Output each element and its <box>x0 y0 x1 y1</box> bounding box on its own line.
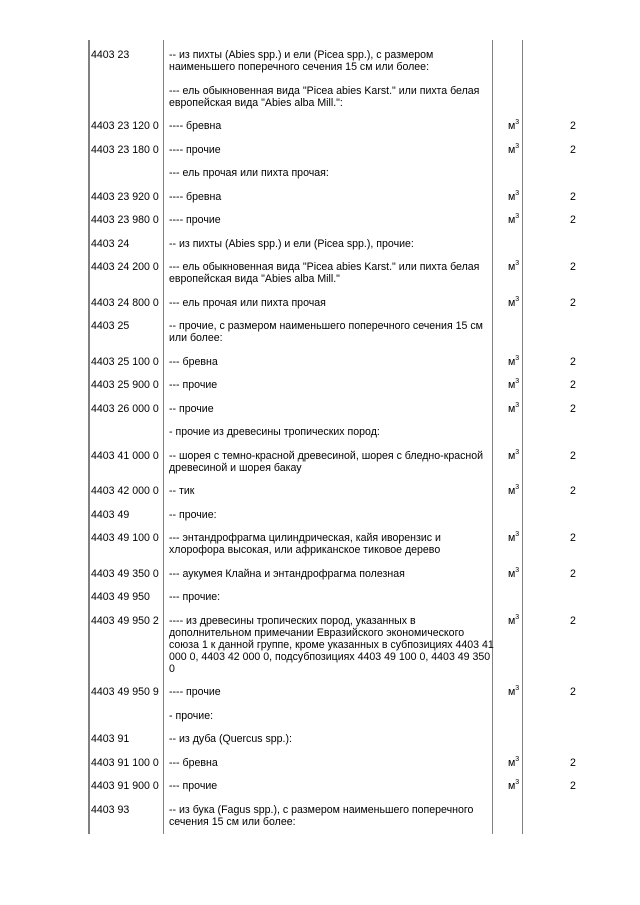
description: --- аукумея Клайна и энтандрофрагма полезная <box>169 567 405 580</box>
unit <box>498 44 528 80</box>
table-row <box>88 139 618 163</box>
unit-symbol: м <box>508 485 516 497</box>
description: -- из бука (Fagus spp.), с размером наименьшего поперечного сечения 15 см или более: <box>169 803 474 828</box>
unit-power: 3 <box>515 189 520 197</box>
unit <box>498 139 528 163</box>
table-row <box>88 504 618 528</box>
description: -- из пихты (Abies spp.) и ели (Picea spp.), прочие: <box>169 237 414 250</box>
commodity-code: 4403 23 920 0 <box>91 190 159 203</box>
table-row <box>88 292 618 316</box>
commodity-code <box>88 80 166 116</box>
commodity-code: 4403 91 <box>91 733 130 745</box>
unit-symbol: м <box>508 355 516 368</box>
duty-rate <box>528 44 618 80</box>
commodity-code: 4403 24 <box>91 237 130 250</box>
table-row <box>88 162 618 186</box>
commodity-code: 4403 24 800 0 <box>91 296 159 309</box>
unit <box>498 586 528 610</box>
unit <box>498 256 528 292</box>
commodity-code: 4403 23 180 0 <box>91 143 159 156</box>
unit-power: 3 <box>515 295 520 303</box>
duty-rate <box>528 728 618 752</box>
unit <box>498 527 528 563</box>
duty-rate: 2 <box>570 756 576 769</box>
table-row <box>88 186 618 210</box>
commodity-code: 4403 23 120 0 <box>91 120 159 132</box>
unit-power: 3 <box>515 142 520 150</box>
description: --- ель обыкновенная вида "Picea abies Karst." или пихта белая европейская вида "Abies alba Mill." <box>169 261 480 285</box>
table-row <box>88 681 618 705</box>
unit-symbol: м <box>508 756 516 769</box>
table-row <box>88 233 618 257</box>
unit <box>498 374 528 398</box>
unit-power: 3 <box>515 401 520 409</box>
table-row <box>88 563 618 587</box>
table-row <box>88 209 618 233</box>
table-row <box>88 80 618 116</box>
duty-rate: 2 <box>570 402 576 415</box>
tariff-table <box>88 44 618 834</box>
duty-rate <box>528 421 618 445</box>
duty-rate <box>528 705 618 729</box>
commodity-code: 4403 25 900 0 <box>91 379 159 391</box>
table-row <box>88 610 618 682</box>
commodity-code <box>88 421 166 445</box>
unit-power: 3 <box>515 484 520 491</box>
commodity-code: 4403 91 900 0 <box>91 780 159 792</box>
duty-rate: 2 <box>570 449 576 462</box>
table-row <box>88 374 618 398</box>
duty-rate: 2 <box>570 614 576 627</box>
table-row <box>88 398 618 422</box>
commodity-code: 4403 49 950 2 <box>91 614 159 627</box>
commodity-code: 4403 26 000 0 <box>91 402 159 415</box>
commodity-code: 4403 23 <box>91 49 130 61</box>
commodity-code: 4403 25 <box>91 320 130 332</box>
description: -- прочие, с размером наименьшего поперечного сечения 15 см или более: <box>169 320 483 344</box>
unit <box>498 445 528 481</box>
unit <box>498 504 528 528</box>
unit-symbol: м <box>508 214 516 226</box>
commodity-code: 4403 49 <box>91 508 130 521</box>
description: - прочие из древесины тропических пород: <box>169 426 380 438</box>
commodity-code <box>88 705 166 729</box>
unit-power: 3 <box>515 119 520 126</box>
description: -- прочие: <box>169 508 217 521</box>
description: ---- прочие <box>169 686 221 698</box>
duty-rate: 2 <box>570 532 576 544</box>
table-row <box>88 752 618 776</box>
unit <box>498 315 528 351</box>
unit <box>498 799 528 835</box>
duty-rate: 2 <box>570 143 576 156</box>
table-row <box>88 728 618 752</box>
commodity-code: 4403 91 100 0 <box>91 756 159 769</box>
duty-rate <box>528 799 618 835</box>
description: -- тик <box>169 485 195 497</box>
duty-rate: 2 <box>570 190 576 203</box>
table-row <box>88 256 618 292</box>
unit <box>498 775 528 799</box>
table-row <box>88 775 618 799</box>
commodity-code: 4403 42 000 0 <box>91 485 159 497</box>
description: ---- бревна <box>169 120 222 132</box>
unit-power: 3 <box>515 613 520 621</box>
unit-power: 3 <box>515 354 520 362</box>
unit-symbol: м <box>508 379 516 391</box>
unit <box>498 162 528 186</box>
description: ---- прочие <box>169 143 221 156</box>
unit <box>498 233 528 257</box>
duty-rate: 2 <box>570 355 576 368</box>
table-row <box>88 421 618 445</box>
unit <box>498 705 528 729</box>
duty-rate: 2 <box>570 780 576 792</box>
description: ---- прочие <box>169 214 221 226</box>
description: --- энтандрофрагма цилиндрическая, кайя иворензис и хлорофора высокая, или африканское тиковое дерево <box>169 532 441 556</box>
unit-power: 3 <box>515 260 520 267</box>
table-row <box>88 351 618 375</box>
unit-power: 3 <box>515 755 520 763</box>
description: ---- бревна <box>169 190 222 203</box>
unit <box>498 681 528 705</box>
duty-rate: 2 <box>570 296 576 309</box>
duty-rate <box>528 162 618 186</box>
commodity-code: 4403 41 000 0 <box>91 449 159 462</box>
unit-power: 3 <box>515 213 520 220</box>
duty-rate <box>528 80 618 116</box>
duty-rate <box>528 504 618 528</box>
duty-rate <box>528 233 618 257</box>
description: -- из дуба (Quercus spp.): <box>169 733 292 745</box>
unit <box>498 421 528 445</box>
unit-symbol: м <box>508 449 516 462</box>
commodity-code: 4403 49 100 0 <box>91 532 159 544</box>
unit-power: 3 <box>515 378 520 385</box>
description: -- шорея с темно-красной древесиной, шорея с бледно-красной древесиной и шорея бакау <box>169 449 484 474</box>
description: --- бревна <box>169 756 218 769</box>
unit <box>498 480 528 504</box>
table-row <box>88 527 618 563</box>
unit <box>498 186 528 210</box>
unit-symbol: м <box>508 261 516 273</box>
duty-rate <box>528 315 618 351</box>
unit-power: 3 <box>515 685 520 692</box>
description: -- из пихты (Abies spp.) и ели (Picea spp.), с размером наименьшего поперечного сечения 15 см или более: <box>169 49 434 73</box>
unit <box>498 292 528 316</box>
commodity-code: 4403 49 350 0 <box>91 567 159 580</box>
table-row <box>88 480 618 504</box>
unit-symbol: м <box>508 614 516 627</box>
commodity-code: 4403 25 100 0 <box>91 355 159 368</box>
description: --- прочие: <box>169 591 221 603</box>
description: --- прочие <box>169 379 218 391</box>
unit-power: 3 <box>515 566 520 574</box>
duty-rate: 2 <box>570 261 576 273</box>
duty-rate: 2 <box>570 120 576 132</box>
unit-symbol: м <box>508 296 516 309</box>
table-row <box>88 115 618 139</box>
unit-symbol: м <box>508 567 516 580</box>
unit-power: 3 <box>515 779 520 786</box>
table-row <box>88 44 618 80</box>
unit <box>498 728 528 752</box>
unit <box>498 209 528 233</box>
unit-power: 3 <box>515 531 520 538</box>
unit <box>498 752 528 776</box>
unit-power: 3 <box>515 448 520 456</box>
unit <box>498 398 528 422</box>
description: ---- из древесины тропических пород, указанных в дополнительном примечании Евразийского экономического союза 1 к данной группе, кроме указанных в субпозициях 4403 41 000 0, 4403 42 000 0, подсубпозициях 4403 49 100 0, 4403 49 350 0 <box>169 614 494 675</box>
duty-rate <box>528 586 618 610</box>
commodity-code: 4403 24 200 0 <box>91 261 159 273</box>
description: --- прочие <box>169 780 218 792</box>
unit-symbol: м <box>508 532 516 544</box>
unit <box>498 115 528 139</box>
unit-symbol: м <box>508 686 516 698</box>
table-row <box>88 799 618 835</box>
commodity-code: 4403 49 950 9 <box>91 686 159 698</box>
unit-symbol: м <box>508 143 516 156</box>
unit-symbol: м <box>508 402 516 415</box>
duty-rate: 2 <box>570 485 576 497</box>
table-row <box>88 445 618 481</box>
commodity-code: 4403 93 <box>91 803 130 816</box>
unit-symbol: м <box>508 120 516 132</box>
description: --- ель прочая или пихта прочая <box>169 296 326 309</box>
unit <box>498 610 528 682</box>
commodity-code: 4403 23 980 0 <box>91 214 159 226</box>
description: --- бревна <box>169 355 218 368</box>
unit-symbol: м <box>508 190 516 203</box>
commodity-code <box>88 162 166 186</box>
description: --- ель обыкновенная вида "Picea abies Karst." или пихта белая европейская вида "Abies alba Mill.": <box>169 84 480 109</box>
unit <box>498 351 528 375</box>
table-row <box>88 705 618 729</box>
unit <box>498 80 528 116</box>
unit <box>498 563 528 587</box>
description: -- прочие <box>169 402 214 415</box>
unit-symbol: м <box>508 780 516 792</box>
description: --- ель прочая или пихта прочая: <box>169 167 329 179</box>
duty-rate: 2 <box>570 686 576 698</box>
commodity-code: 4403 49 950 <box>91 591 150 603</box>
table-row <box>88 315 618 351</box>
duty-rate: 2 <box>570 567 576 580</box>
duty-rate: 2 <box>570 214 576 226</box>
description: - прочие: <box>169 709 214 722</box>
table-row <box>88 586 618 610</box>
duty-rate: 2 <box>570 379 576 391</box>
